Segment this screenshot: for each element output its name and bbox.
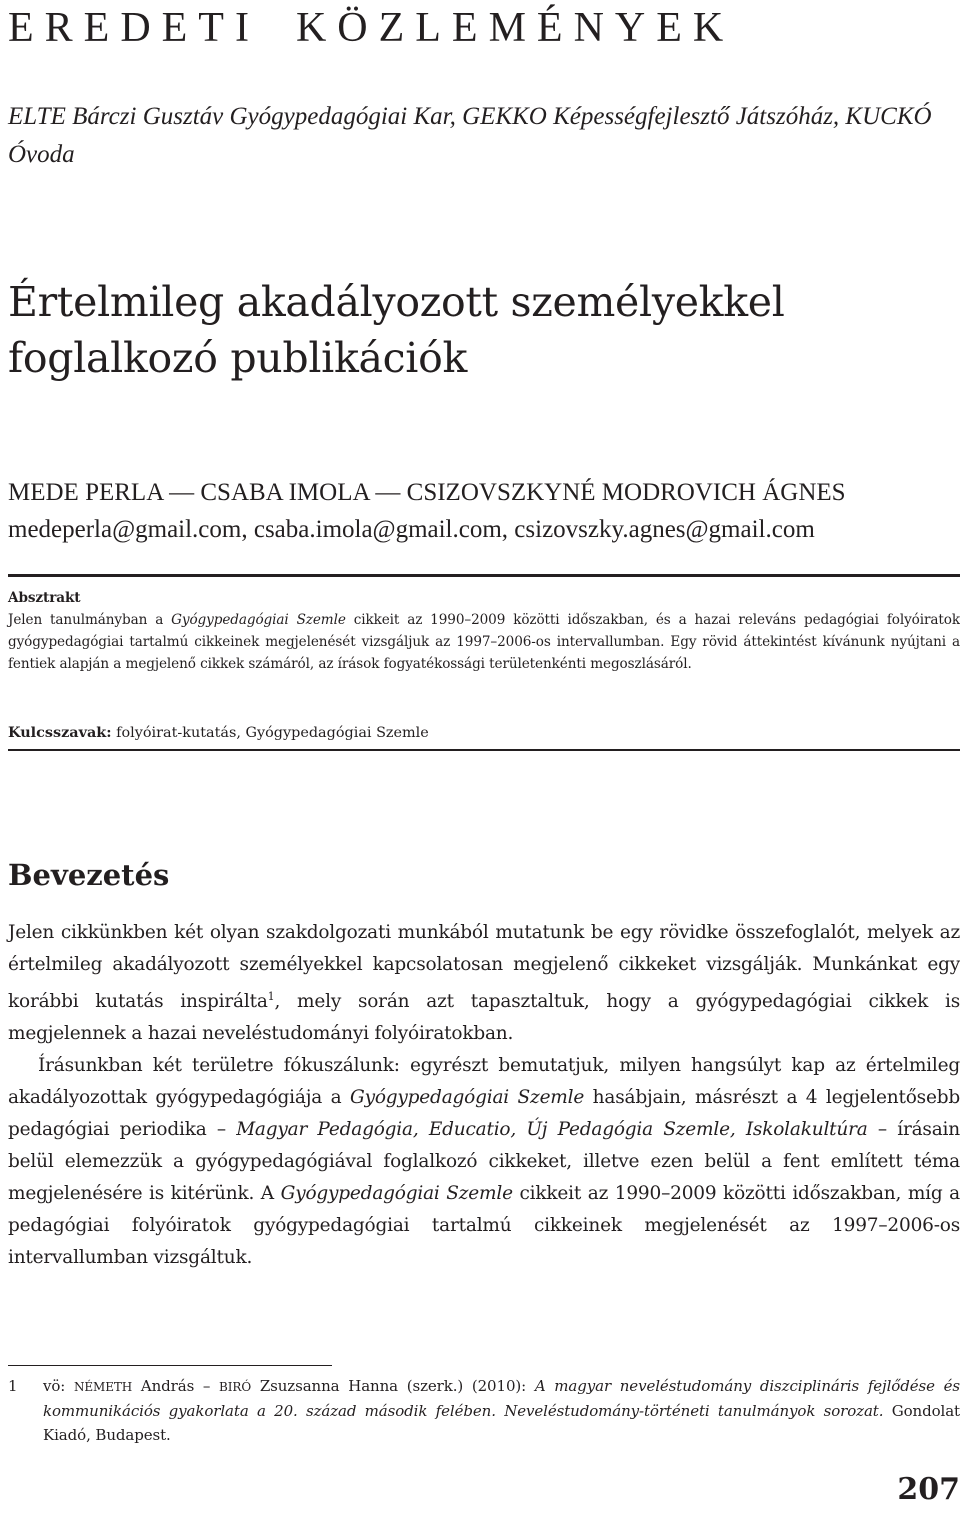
p2-text-b: hasábjain, másrészt a 4 legjelentősebb pedagógiai periodika – — [8, 1087, 960, 1141]
title-line-1: Értelmileg akadályozott személyekkel — [8, 278, 785, 326]
fn-text-c: Zsuzsanna Hanna (szerk.) (2010): — [251, 1377, 535, 1395]
footnote-rule — [8, 1365, 332, 1366]
abstract-journal: Gyógypedagógiai Szemle — [171, 612, 346, 628]
abstract-bottom-rule — [8, 749, 960, 751]
fn-title: A magyar neveléstudomány diszciplináris fejlődése és kommunikációs gyakorlata a 20. század második felében. Neveléstudomány-történeti tanulmányok sorozat. — [43, 1377, 960, 1420]
p2-italic-2: Magyar Pedagógia, Educatio, Új Pedagógia Szemle, Iskolakultúra — [236, 1119, 868, 1141]
page — [8, 0, 960, 1513]
abstract-top-rule — [8, 574, 960, 577]
footnote — [8, 1374, 960, 1447]
abstract-label: Absztrakt — [8, 590, 81, 606]
keywords-text: folyóirat-kutatás, Gyógypedagógiai Szemle — [111, 725, 429, 741]
fn-text-a: vö: — [43, 1377, 74, 1395]
abstract — [8, 587, 960, 675]
p2-italic-3: Gyógypedagógiai Szemle — [280, 1183, 513, 1205]
intro-paragraph-2 — [8, 1050, 960, 1274]
p1-text-b: , mely során azt tapasztaltuk, hogy a gyógypedagógiai cikkek is megjelennek a hazai neveléstudományi folyóiratokban. — [8, 991, 960, 1045]
title-line-2: foglalkozó publikációk — [8, 334, 468, 382]
footnote-ref: 1 — [267, 990, 275, 1003]
section-word-2: KÖZLEMÉNYEK — [295, 5, 735, 51]
section-word-1: EREDETI — [8, 5, 260, 51]
fn-text-b: András – — [132, 1377, 220, 1395]
fn-text-d: Gondolat Kiadó, Budapest. — [43, 1402, 960, 1444]
p2-text-a: Írásunkban két területre fókuszálunk: egyrészt bemutatjuk, milyen hangsúlyt kap az értelmileg akadályozottak gyógypedagógiája a — [8, 1055, 960, 1109]
page-number: 207 — [897, 1472, 960, 1507]
affiliation: ELTE Bárczi Gusztáv Gyógypedagógiai Kar, GEKKO Képességfejlesztő Játszóház, KUCKÓ Óvoda — [8, 103, 932, 168]
p2-italic-1: Gyógypedagógiai Szemle — [350, 1087, 585, 1109]
keywords — [8, 722, 429, 744]
author-emails: medeperla@gmail.com, csaba.imola@gmail.com, csizovszky.agnes@gmail.com — [8, 516, 815, 543]
p1-text-a: Jelen cikkünkben két olyan szakdolgozati munkából mutatunk be egy rövidke összefoglalót, melyek az értelmileg akadályozott személyekkel kapcsolatosan megjelenő cikkeket vizsgálják. Munkánkat egy korábbi kutatás inspirálta — [8, 922, 960, 1013]
article-title — [8, 274, 960, 386]
p2-text-c: – írásain belül elemezzük a gyógypedagógiával foglalkozó cikkeket, illetve ezen belül a fent említett téma megjelenésére is kitérünk. A — [8, 1119, 960, 1205]
abstract-text-a: Jelen tanulmányban a — [8, 612, 172, 628]
fn-author-2: BIRÓ — [219, 1380, 252, 1394]
keywords-label: Kulcsszavak: — [8, 724, 112, 741]
fn-author-1: NÉMETH — [73, 1380, 133, 1394]
footnote-text — [43, 1374, 960, 1447]
p2-text-d: cikkeit az 1990–2009 közötti időszakban, míg a pedagógiai folyóiratok gyógypedagógiai tartalmú cikkeinek megjelenését az 1997–2006-os intervallumban vizsgáltuk. — [8, 1183, 960, 1269]
abstract-text-b: cikkeit az 1990–2009 közötti időszakban, és a hazai releváns pedagógiai folyóiratok gyógypedagógiai tartalmú cikkeinek megjelenését vizsgáljuk az 1997–2006-os intervallumban. Egy rövid áttekintést kívánunk nyújtani a fentiek alapján a megjelenő cikkek számáról, az írások fogyatékossági területenkénti megoszlásáról. — [8, 612, 960, 672]
intro-heading: Bevezetés — [8, 858, 170, 892]
footnote-number: 1 — [8, 1377, 18, 1395]
section-heading — [8, 4, 734, 52]
intro-body — [8, 917, 960, 1274]
intro-paragraph-1 — [8, 917, 960, 1050]
authors: MEDE PERLA — CSABA IMOLA — CSIZOVSZKYNÉ MODROVICH ÁGNES — [8, 479, 846, 506]
